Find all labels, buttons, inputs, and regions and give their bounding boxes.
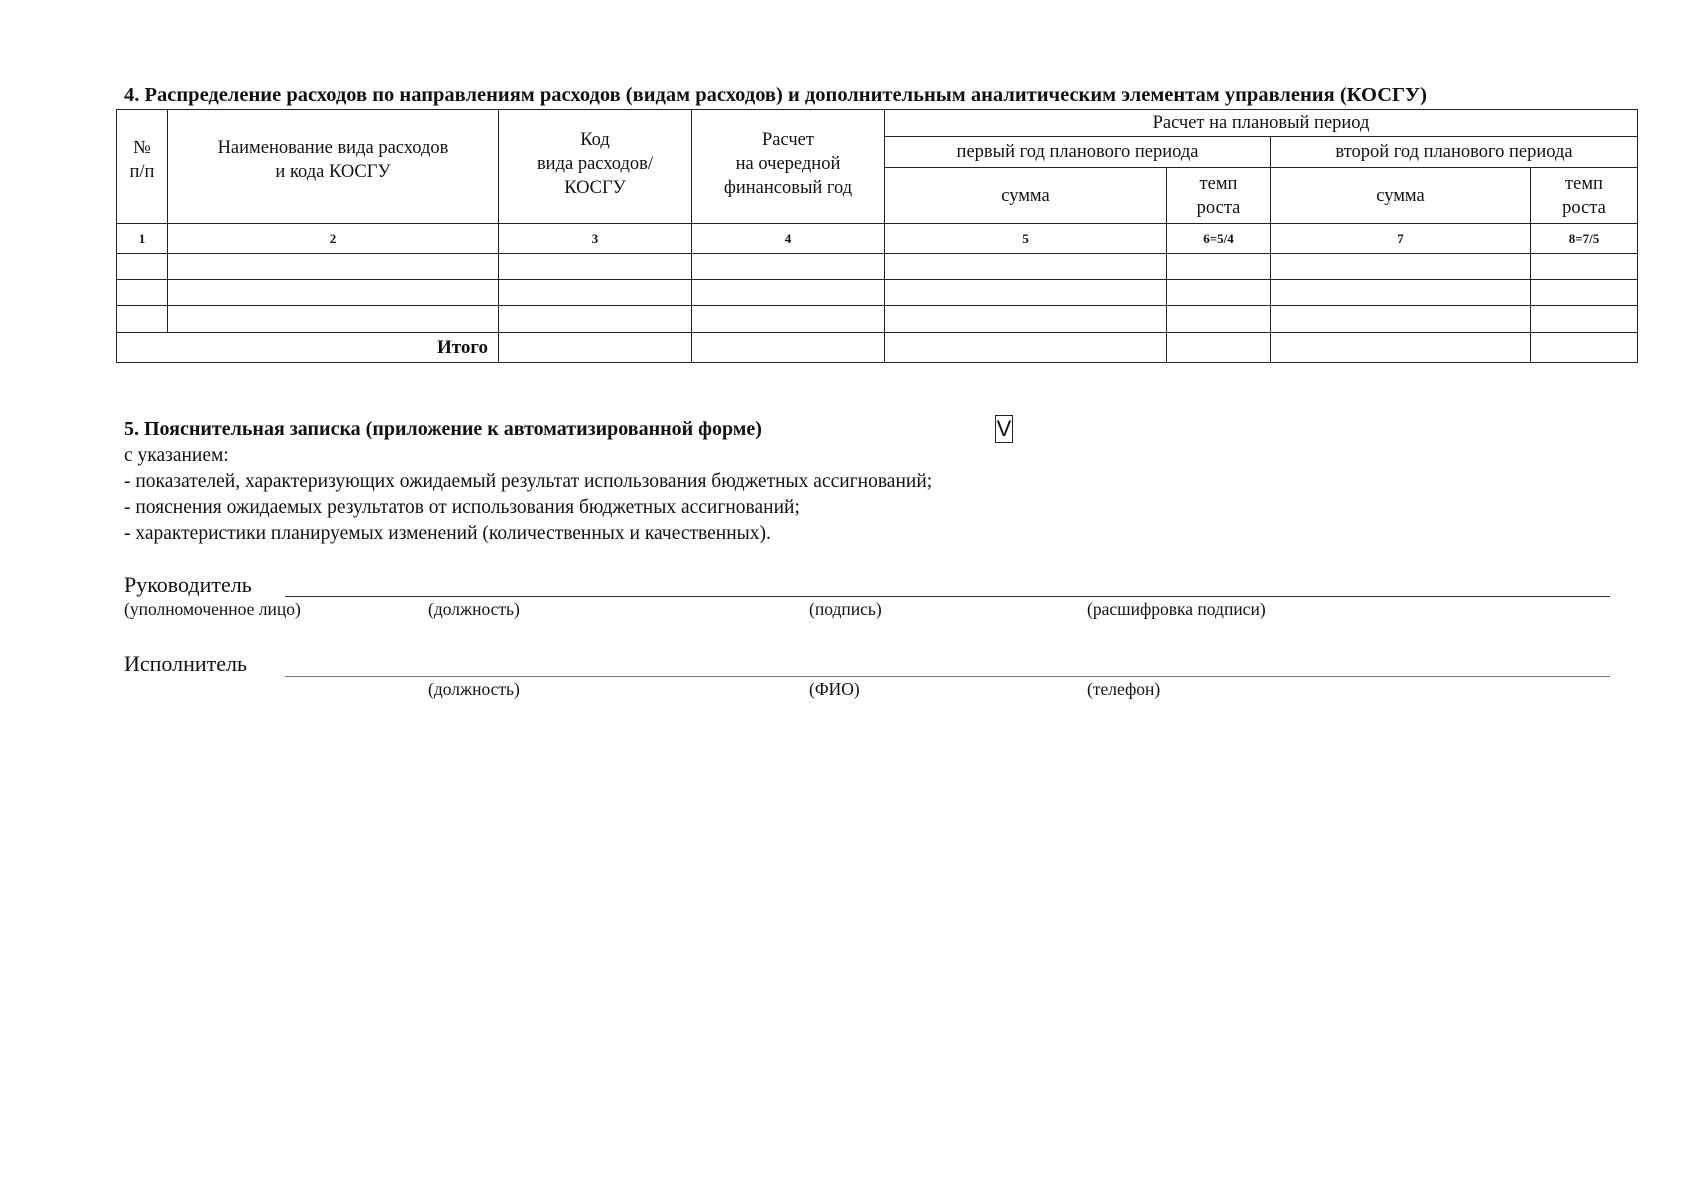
header-name-line2: и кода КОСГУ: [275, 162, 391, 182]
note-line: - характеристики планируемых изменений (количественных и качественных).: [124, 523, 771, 544]
header-second-rate: [1531, 168, 1638, 224]
head-caption-person: (уполномоченное лицо): [124, 599, 301, 619]
col-number-8: 8=7/5: [1531, 224, 1638, 254]
col-number-6: 6=5/4: [1167, 224, 1271, 254]
head-signature-line[interactable]: [285, 596, 1610, 597]
note-line: - показателей, характеризующих ожидаемый результат использования бюджетных ассигнований;: [124, 471, 933, 492]
table-cell[interactable]: [1271, 306, 1531, 333]
col-number-5: 5: [885, 224, 1167, 254]
table-row: [117, 254, 1638, 280]
header-code-line2: вида расходов/: [536, 154, 654, 174]
col-number-7: 7: [1271, 224, 1531, 254]
header-name: [168, 110, 499, 224]
header-num: [117, 110, 168, 224]
header-calc: [692, 110, 885, 224]
executor-signature-line[interactable]: [285, 676, 1610, 677]
head-caption-signature: (подпись): [809, 599, 882, 619]
table-row: [117, 280, 1638, 306]
total-cell[interactable]: [499, 333, 692, 363]
header-second-year: второй год планового периода: [1271, 137, 1638, 168]
head-caption-decoding: (расшифровка подписи): [1087, 599, 1266, 619]
header-code-line1: Код: [580, 130, 610, 150]
table-cell[interactable]: [692, 280, 885, 306]
table-cell[interactable]: [499, 254, 692, 280]
total-cell[interactable]: [1167, 333, 1271, 363]
table-row: [117, 306, 1638, 333]
header-second-sum: сумма: [1271, 168, 1531, 224]
header-first-rate-line2: роста: [1196, 197, 1241, 218]
table-cell[interactable]: [117, 254, 168, 280]
col-number-1: 1: [117, 224, 168, 254]
table-cell[interactable]: [117, 306, 168, 333]
header-first-rate: [1167, 168, 1271, 224]
table-cell[interactable]: [117, 280, 168, 306]
total-row: [117, 333, 1638, 363]
table-cell[interactable]: [1531, 254, 1638, 280]
table-cell[interactable]: [692, 306, 885, 333]
attachment-checkbox[interactable]: V: [996, 416, 1012, 441]
header-first-year: первый год планового периода: [885, 137, 1271, 168]
header-calc-line1: Расчет: [762, 130, 814, 150]
column-number-row: [117, 224, 1638, 254]
table-cell[interactable]: [1167, 280, 1271, 306]
note-line: с указанием:: [124, 445, 229, 466]
executor-caption-position: (должность): [428, 679, 520, 699]
col-number-4: 4: [692, 224, 885, 254]
table-cell[interactable]: [1271, 254, 1531, 280]
table-cell[interactable]: [885, 280, 1167, 306]
header-second-rate-line1: темп: [1565, 173, 1603, 194]
table-cell[interactable]: [692, 254, 885, 280]
col-number-2: 2: [168, 224, 499, 254]
table-cell[interactable]: [168, 254, 499, 280]
table-cell[interactable]: [1271, 280, 1531, 306]
header-second-rate-line2: роста: [1562, 197, 1606, 218]
head-label: Руководитель: [124, 572, 252, 597]
table-cell[interactable]: [1531, 306, 1638, 333]
table-cell[interactable]: [885, 306, 1167, 333]
section4-title: 4. Распределение расходов по направлениям расходов (видам расходов) и дополнительным аналитическим элементам управления (КОСГУ): [124, 84, 1427, 106]
table-cell[interactable]: [499, 280, 692, 306]
note-line: - пояснения ожидаемых результатов от использования бюджетных ассигнований;: [124, 497, 800, 518]
table-cell[interactable]: [1167, 254, 1271, 280]
header-calc-line2: на очередной: [735, 154, 841, 174]
section5-title: 5. Пояснительная записка (приложение к автоматизированной форме): [124, 418, 762, 440]
table-cell[interactable]: [885, 254, 1167, 280]
table-cell[interactable]: [168, 280, 499, 306]
header-num-line1: №: [133, 138, 151, 158]
header-name-line1: Наименование вида расходов: [217, 138, 449, 158]
executor-label: Исполнитель: [124, 651, 248, 676]
header-first-sum: сумма: [885, 168, 1167, 224]
total-cell[interactable]: [885, 333, 1167, 363]
header-calc-line3: финансовый год: [723, 178, 853, 198]
total-label: Итого: [117, 333, 499, 363]
head-caption-position: (должность): [428, 599, 520, 619]
header-code-line3: КОСГУ: [564, 178, 626, 198]
table-cell[interactable]: [1167, 306, 1271, 333]
col-number-3: 3: [499, 224, 692, 254]
executor-caption-name: (ФИО): [809, 679, 860, 699]
expenses-table: [116, 109, 1637, 364]
total-cell[interactable]: [692, 333, 885, 363]
total-cell[interactable]: [1271, 333, 1531, 363]
table-cell[interactable]: [499, 306, 692, 333]
total-cell[interactable]: [1531, 333, 1638, 363]
executor-caption-phone: (телефон): [1087, 679, 1161, 699]
header-code: [499, 110, 692, 224]
header-first-rate-line1: темп: [1199, 173, 1238, 194]
header-num-line2: п/п: [129, 162, 155, 182]
table-cell[interactable]: [168, 306, 499, 333]
table-cell[interactable]: [1531, 280, 1638, 306]
header-planned-period: Расчет на плановый период: [885, 110, 1638, 137]
